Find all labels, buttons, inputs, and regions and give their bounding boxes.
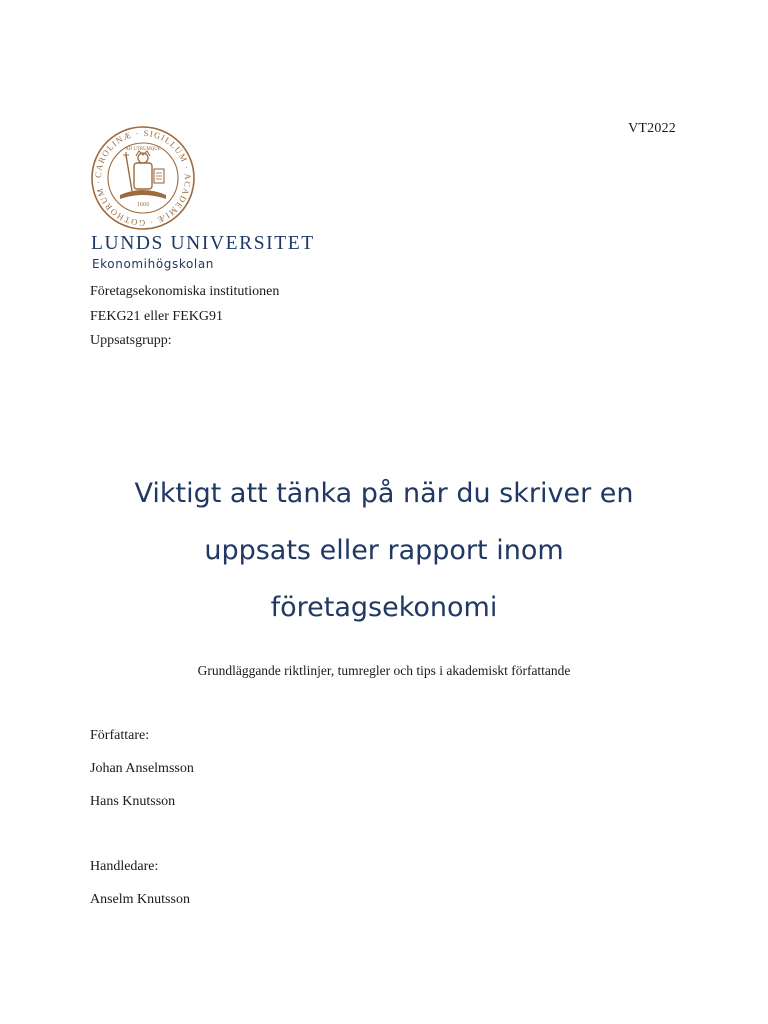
document-title: [90, 465, 678, 636]
title-line-3: företagsekonomi: [270, 592, 498, 623]
author-name: Johan Anselmsson: [90, 761, 194, 776]
department-info: [90, 280, 279, 354]
author-name: Hans Knutsson: [90, 794, 176, 809]
supervisor-name: Anselm Knutsson: [90, 892, 190, 907]
university-wordmark-logo: [90, 231, 350, 271]
svg-text:CAROLINÆ · SIGILLUM · ACADEMIÆ: CAROLINÆ · SIGILLUM · ACADEMIÆ · GOTHORUM ·: [92, 127, 194, 229]
group-label: Uppsatsgrupp:: [90, 333, 172, 348]
supervisors-label: Handledare:: [90, 859, 159, 874]
svg-text:1666: 1666: [136, 201, 150, 208]
university-seal-logo: [90, 125, 196, 231]
title-line-2: uppsats eller rapport inom: [204, 535, 564, 566]
document-subtitle: Grundläggande riktlinjer, tumregler och tips i akademiskt författande: [197, 663, 571, 678]
supervisors-section: [90, 858, 190, 924]
svg-text:Ekonomihögskolan: Ekonomihögskolan: [92, 257, 214, 271]
course-codes: FEKG21 eller FEKG91: [90, 308, 223, 324]
authors-section: [90, 727, 194, 826]
institution-name: Företagsekonomiska institutionen: [90, 284, 280, 299]
term-label: VT2022: [628, 121, 676, 136]
svg-text:LUNDS UNIVERSITET: LUNDS UNIVERSITET: [91, 233, 315, 254]
authors-label: Författare:: [90, 728, 150, 743]
svg-text:AD UTRUMQUE: AD UTRUMQUE: [125, 147, 161, 152]
title-line-1: Viktigt att tänka på när du skriver en: [134, 478, 634, 509]
